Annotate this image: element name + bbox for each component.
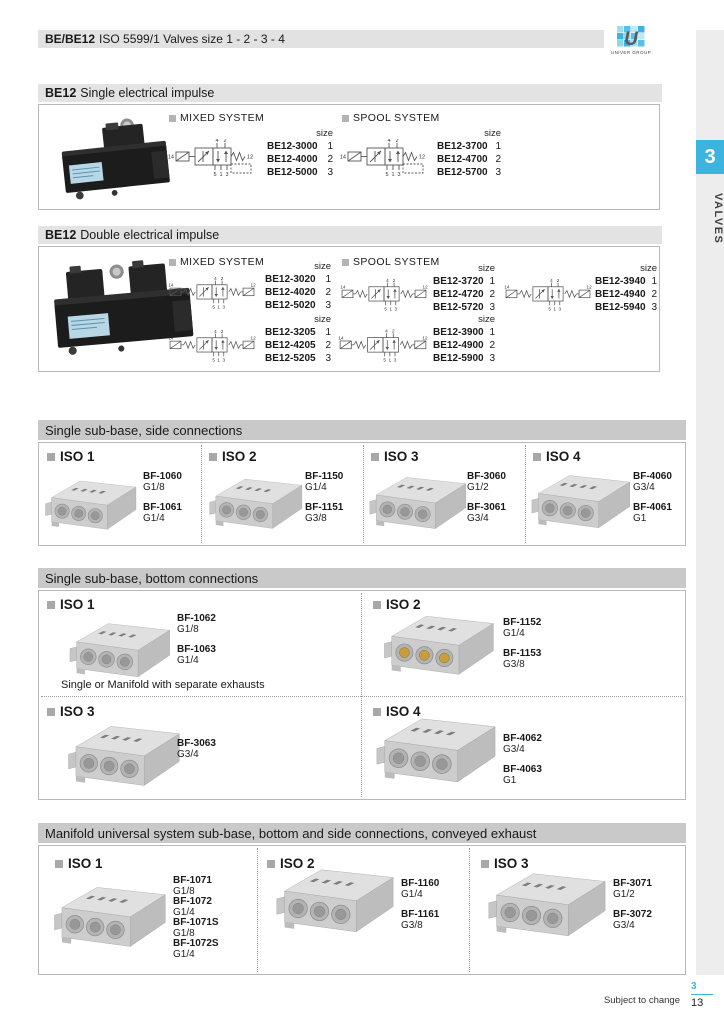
model-size: 2 bbox=[651, 289, 657, 300]
iso1-label: ISO 1 bbox=[55, 856, 103, 871]
port-label-3: 3 bbox=[222, 304, 226, 310]
part-list-iso4 bbox=[503, 733, 542, 795]
part-size: G3/4 bbox=[467, 513, 489, 524]
port-label-1: 1 bbox=[391, 172, 395, 178]
part-code: BF-1150 bbox=[305, 471, 344, 482]
table-row bbox=[267, 140, 333, 153]
port-label-2: 2 bbox=[392, 277, 396, 283]
part-code: BF-1152 bbox=[503, 617, 542, 628]
part-size: G1/4 bbox=[503, 628, 525, 639]
part-code: BF-3060 bbox=[467, 471, 506, 482]
part-list-iso1 bbox=[173, 876, 219, 960]
model-code: BE12-5000 bbox=[267, 167, 318, 178]
part-size: G1/8 bbox=[177, 624, 199, 635]
port-label-5: 5 bbox=[213, 172, 217, 178]
port-label-1: 1 bbox=[217, 304, 221, 310]
port-label-4: 4 bbox=[215, 139, 219, 145]
table-row bbox=[437, 153, 501, 166]
table-row bbox=[437, 166, 501, 179]
model-size: 2 bbox=[327, 154, 333, 165]
model-size: 2 bbox=[325, 287, 331, 298]
model-size: 3 bbox=[327, 167, 333, 178]
model-size: 3 bbox=[325, 300, 331, 311]
part-code: BF-1061 bbox=[143, 502, 182, 513]
subbase-photo-iso3 bbox=[63, 719, 183, 793]
iso4-label: ISO 4 bbox=[373, 704, 421, 719]
part-size: G1/8 bbox=[173, 885, 195, 897]
port-label-4: 4 bbox=[387, 139, 391, 145]
port-label-12: 12 bbox=[247, 154, 254, 161]
part-size: G3/4 bbox=[503, 744, 525, 755]
square-bullet-icon bbox=[209, 453, 217, 461]
model-code: BE12-4205 bbox=[265, 340, 316, 351]
part-code: BF-4062 bbox=[503, 733, 542, 744]
part-code: BF-3071 bbox=[613, 878, 652, 889]
model-size: 3 bbox=[495, 167, 501, 178]
port-label-2: 2 bbox=[391, 328, 395, 334]
model-size: 1 bbox=[495, 141, 501, 152]
model-code: BE12-5940 bbox=[595, 302, 646, 313]
part-code: BF-1072S bbox=[173, 938, 219, 949]
valve-symbol-mixed bbox=[167, 139, 259, 179]
part-code: BF-1062 bbox=[177, 613, 216, 624]
port-label-5: 5 bbox=[383, 357, 387, 363]
double-impulse-panel bbox=[38, 246, 660, 372]
square-bullet-icon bbox=[47, 708, 55, 716]
part-size: G1/2 bbox=[467, 482, 489, 493]
square-bullet-icon bbox=[169, 115, 176, 122]
iso3-label: ISO 3 bbox=[371, 449, 419, 464]
part-list-iso1 bbox=[143, 471, 182, 533]
manifold-photo-iso1 bbox=[49, 880, 169, 954]
model-size: 2 bbox=[489, 340, 495, 351]
mixed-system-label: MIXED SYSTEM bbox=[169, 112, 264, 124]
section-title-bold: BE12 bbox=[45, 228, 77, 242]
section-header-side-connections bbox=[38, 420, 686, 440]
model-code: BE12-5900 bbox=[433, 353, 484, 364]
subbase-photo-iso2 bbox=[205, 473, 305, 535]
manifold-photo-iso2 bbox=[271, 862, 397, 940]
port-label-12: 12 bbox=[250, 335, 256, 341]
port-label-1: 1 bbox=[219, 172, 223, 178]
model-size: 3 bbox=[489, 353, 495, 364]
port-label-4: 4 bbox=[385, 328, 388, 334]
part-list-iso2 bbox=[401, 878, 439, 940]
part-list-iso3 bbox=[613, 878, 652, 940]
part-size: G1/8 bbox=[173, 927, 195, 939]
part-size: G3/8 bbox=[401, 920, 423, 931]
model-size: 2 bbox=[489, 289, 495, 300]
port-label-12: 12 bbox=[586, 284, 592, 290]
port-label-2: 2 bbox=[223, 139, 227, 145]
port-label-2: 2 bbox=[220, 275, 224, 281]
subbase-photo-iso4 bbox=[371, 711, 499, 790]
section-header-bottom-connections bbox=[38, 568, 686, 588]
part-code: BF-3061 bbox=[467, 502, 506, 513]
column-divider bbox=[469, 848, 470, 972]
page-header-bar bbox=[38, 30, 662, 48]
port-label-4: 4 bbox=[214, 328, 217, 334]
square-bullet-icon bbox=[47, 453, 55, 461]
size-column-header: size bbox=[478, 263, 495, 274]
valve-symbol-spool bbox=[339, 139, 431, 179]
part-code: BF-4063 bbox=[503, 764, 542, 775]
port-label-14: 14 bbox=[168, 335, 174, 341]
model-code: BE12-3020 bbox=[265, 274, 316, 285]
part-code: BF-1072 bbox=[173, 896, 212, 907]
spool-model-table-3 bbox=[433, 313, 495, 365]
part-size: G1/8 bbox=[143, 482, 165, 493]
table-row bbox=[595, 301, 657, 314]
part-size: G3/8 bbox=[305, 513, 327, 524]
port-label-2: 2 bbox=[556, 277, 560, 283]
section-title: Double electrical impulse bbox=[80, 228, 220, 242]
square-bullet-icon bbox=[373, 601, 381, 609]
model-code: BE12-4720 bbox=[433, 289, 484, 300]
square-bullet-icon bbox=[342, 259, 349, 266]
port-label-5: 5 bbox=[212, 304, 215, 310]
port-label-4: 4 bbox=[550, 277, 553, 283]
table-row bbox=[267, 153, 333, 166]
model-code: BE12-4020 bbox=[265, 287, 316, 298]
spool-system-label: SPOOL SYSTEM bbox=[342, 112, 440, 124]
column-divider bbox=[363, 445, 364, 543]
port-label-14: 14 bbox=[338, 335, 344, 341]
iso2-label: ISO 2 bbox=[209, 449, 257, 464]
part-code: BF-1161 bbox=[401, 909, 440, 920]
iso3-label: ISO 3 bbox=[47, 704, 95, 719]
table-row bbox=[265, 273, 331, 286]
port-label-5: 5 bbox=[212, 357, 215, 363]
size-column-header: size bbox=[316, 128, 333, 139]
table-row bbox=[265, 339, 331, 352]
manifold-panel bbox=[38, 845, 686, 975]
valve-symbol-spool-3 bbox=[335, 327, 431, 367]
iso1-label: ISO 1 bbox=[47, 597, 95, 612]
valve-symbol-mixed-2 bbox=[165, 327, 259, 367]
row-divider bbox=[41, 696, 683, 697]
table-row bbox=[265, 286, 331, 299]
part-list-iso3 bbox=[467, 471, 506, 533]
model-size: 3 bbox=[325, 353, 331, 364]
chapter-number-tab: 3 bbox=[696, 140, 724, 174]
port-label-14: 14 bbox=[339, 154, 346, 161]
model-size: 2 bbox=[325, 340, 331, 351]
model-size: 2 bbox=[495, 154, 501, 165]
part-size: G1/4 bbox=[177, 655, 199, 666]
page-number bbox=[691, 981, 713, 1009]
model-code: BE12-4000 bbox=[267, 154, 318, 165]
page-title: ISO 5599/1 Valves size 1 - 2 - 3 - 4 bbox=[99, 32, 285, 46]
port-label-14: 14 bbox=[168, 282, 174, 288]
part-size: G1/4 bbox=[305, 482, 327, 493]
spool-system-label: SPOOL SYSTEM bbox=[342, 256, 440, 268]
square-bullet-icon bbox=[169, 259, 176, 266]
part-size: G1/2 bbox=[613, 889, 635, 900]
mixed-model-table-2 bbox=[265, 313, 331, 365]
section-title-bold: BE12 bbox=[45, 86, 77, 100]
chapter-label-valves: VALVES bbox=[712, 193, 724, 245]
table-row bbox=[595, 288, 657, 301]
square-bullet-icon bbox=[342, 115, 349, 122]
manifold-photo-iso3 bbox=[483, 866, 609, 944]
part-size: G1/4 bbox=[401, 889, 423, 900]
size-column-header: size bbox=[484, 128, 501, 139]
port-label-4: 4 bbox=[386, 277, 389, 283]
square-bullet-icon bbox=[371, 453, 379, 461]
size-column-header: size bbox=[640, 263, 657, 274]
port-label-3: 3 bbox=[222, 357, 226, 363]
column-divider bbox=[201, 445, 202, 543]
section-header-manifold bbox=[38, 823, 686, 843]
part-size: G1/4 bbox=[143, 513, 165, 524]
model-code: BE12-5205 bbox=[265, 353, 316, 364]
section-title: Manifold universal system sub-base, bottom and side connections, conveyed exhaust bbox=[45, 825, 537, 841]
port-label-12: 12 bbox=[419, 154, 426, 161]
model-size: 1 bbox=[325, 274, 331, 285]
column-divider bbox=[525, 445, 526, 543]
model-code: BE12-3720 bbox=[433, 276, 484, 287]
table-row bbox=[265, 299, 331, 312]
part-list-iso3 bbox=[177, 738, 216, 769]
part-code: BF-1060 bbox=[143, 471, 182, 482]
size-column-header: size bbox=[314, 261, 331, 272]
table-row bbox=[267, 166, 333, 179]
page-number-divider bbox=[691, 994, 713, 995]
part-code: BF-1063 bbox=[177, 644, 216, 655]
part-list-iso2 bbox=[503, 617, 541, 679]
model-code: BE12-4900 bbox=[433, 340, 484, 351]
logo-letter: U bbox=[624, 29, 638, 50]
logo-brand-text: UNIVER GROUP bbox=[610, 50, 652, 55]
model-code: BE12-5720 bbox=[433, 302, 484, 313]
univer-group-logo bbox=[604, 24, 662, 56]
section-header-single-impulse bbox=[38, 84, 662, 102]
port-label-5: 5 bbox=[384, 306, 387, 312]
model-code: BE12-4700 bbox=[437, 154, 488, 165]
part-code: BF-1160 bbox=[401, 878, 440, 889]
part-size: G1 bbox=[633, 513, 647, 524]
part-size: G1 bbox=[503, 775, 517, 786]
port-label-12: 12 bbox=[250, 282, 256, 288]
model-code: BE12-5020 bbox=[265, 300, 316, 311]
part-size: G3/8 bbox=[503, 659, 525, 670]
model-size: 1 bbox=[325, 327, 331, 338]
port-label-3: 3 bbox=[394, 306, 398, 312]
part-code: BF-1153 bbox=[503, 648, 542, 659]
port-label-12: 12 bbox=[422, 335, 428, 341]
model-code: BE12-5700 bbox=[437, 167, 488, 178]
part-size: G3/4 bbox=[177, 749, 199, 760]
column-divider bbox=[361, 593, 362, 797]
iso3-label: ISO 3 bbox=[481, 856, 529, 871]
subbase-photo-iso4 bbox=[527, 469, 633, 534]
port-label-3: 3 bbox=[225, 172, 229, 178]
table-row bbox=[433, 339, 495, 352]
iso2-label: ISO 2 bbox=[267, 856, 315, 871]
subbase-photo-iso1 bbox=[65, 617, 173, 683]
valve-symbol-mixed-1 bbox=[165, 274, 259, 314]
port-label-1: 1 bbox=[217, 357, 221, 363]
table-row bbox=[433, 352, 495, 365]
valve-single-photo bbox=[53, 115, 179, 204]
table-row bbox=[265, 326, 331, 339]
part-size: G1/4 bbox=[173, 948, 195, 960]
single-impulse-panel bbox=[38, 104, 660, 210]
model-code: BE12-3940 bbox=[595, 276, 646, 287]
part-code: BF-1151 bbox=[305, 502, 344, 513]
port-label-3: 3 bbox=[393, 357, 397, 363]
table-row bbox=[595, 275, 657, 288]
port-label-2: 2 bbox=[395, 139, 399, 145]
model-code: BE12-3700 bbox=[437, 141, 488, 152]
section-title: Single electrical impulse bbox=[80, 86, 215, 100]
square-bullet-icon bbox=[47, 601, 55, 609]
part-size: G3/4 bbox=[633, 482, 655, 493]
table-row bbox=[433, 288, 495, 301]
table-row bbox=[437, 140, 501, 153]
spool-model-table bbox=[437, 127, 501, 179]
part-size: G3/4 bbox=[613, 920, 635, 931]
port-label-1: 1 bbox=[388, 357, 392, 363]
port-label-1: 1 bbox=[553, 306, 557, 312]
section-title: Single sub-base, side connections bbox=[45, 422, 243, 438]
part-code: BF-1071S bbox=[173, 917, 219, 928]
part-code: BF-4061 bbox=[633, 502, 672, 513]
column-divider bbox=[257, 848, 258, 972]
part-code: BF-3063 bbox=[177, 738, 216, 749]
page-title-bold: BE/BE12 bbox=[45, 32, 96, 46]
bottom-connections-panel bbox=[38, 590, 686, 800]
manifold-note: Single or Manifold with separate exhausts bbox=[61, 679, 265, 691]
chapter-page: 3 bbox=[691, 981, 697, 992]
iso2-label: ISO 2 bbox=[373, 597, 421, 612]
size-column-header: size bbox=[478, 314, 495, 325]
port-label-2: 2 bbox=[220, 328, 224, 334]
iso1-label: ISO 1 bbox=[47, 449, 95, 464]
port-label-1: 1 bbox=[389, 306, 393, 312]
subbase-photo-iso2 bbox=[379, 609, 497, 682]
model-size: 1 bbox=[489, 276, 495, 287]
mixed-system-label: MIXED SYSTEM bbox=[169, 256, 264, 268]
part-code: BF-1071 bbox=[173, 875, 212, 886]
port-label-3: 3 bbox=[397, 172, 401, 178]
subbase-photo-iso3 bbox=[365, 471, 469, 535]
part-size: G1/4 bbox=[173, 906, 195, 918]
model-size: 1 bbox=[651, 276, 657, 287]
part-list-iso2 bbox=[305, 471, 343, 533]
model-code: BE12-4940 bbox=[595, 289, 646, 300]
part-list-iso4 bbox=[633, 471, 672, 533]
valve-symbol-spool-2 bbox=[501, 276, 595, 316]
spool-model-table-1 bbox=[433, 262, 495, 314]
port-label-3: 3 bbox=[558, 306, 562, 312]
part-code: BF-4060 bbox=[633, 471, 672, 482]
part-code: BF-3072 bbox=[613, 909, 652, 920]
subbase-photo-iso1 bbox=[41, 475, 139, 535]
port-label-14: 14 bbox=[167, 154, 174, 161]
section-header-double-impulse bbox=[38, 226, 662, 244]
side-connections-panel bbox=[38, 442, 686, 546]
port-label-5: 5 bbox=[548, 306, 551, 312]
table-row bbox=[433, 275, 495, 288]
iso4-label: ISO 4 bbox=[533, 449, 581, 464]
square-bullet-icon bbox=[533, 453, 541, 461]
model-code: BE12-3900 bbox=[433, 327, 484, 338]
model-size: 1 bbox=[489, 327, 495, 338]
port-label-12: 12 bbox=[422, 284, 428, 290]
model-code: BE12-3000 bbox=[267, 141, 318, 152]
port-label-14: 14 bbox=[340, 284, 346, 290]
port-label-4: 4 bbox=[214, 275, 217, 281]
model-code: BE12-3205 bbox=[265, 327, 316, 338]
spool-model-table-2 bbox=[595, 262, 657, 314]
model-size: 3 bbox=[651, 302, 657, 313]
square-bullet-icon bbox=[55, 860, 63, 868]
subject-to-change-note: Subject to change bbox=[603, 995, 680, 1006]
model-size: 1 bbox=[327, 141, 333, 152]
table-row bbox=[265, 352, 331, 365]
table-row bbox=[433, 326, 495, 339]
valve-symbol-spool-1 bbox=[337, 276, 431, 316]
part-list-iso1 bbox=[177, 613, 216, 675]
port-label-5: 5 bbox=[385, 172, 389, 178]
model-size: 3 bbox=[489, 302, 495, 313]
port-label-14: 14 bbox=[504, 284, 510, 290]
section-title: Single sub-base, bottom connections bbox=[45, 570, 259, 586]
size-column-header: size bbox=[314, 314, 331, 325]
mixed-model-table-1 bbox=[265, 260, 331, 312]
mixed-model-table bbox=[267, 127, 333, 179]
page-in-chapter: 13 bbox=[691, 997, 704, 1009]
